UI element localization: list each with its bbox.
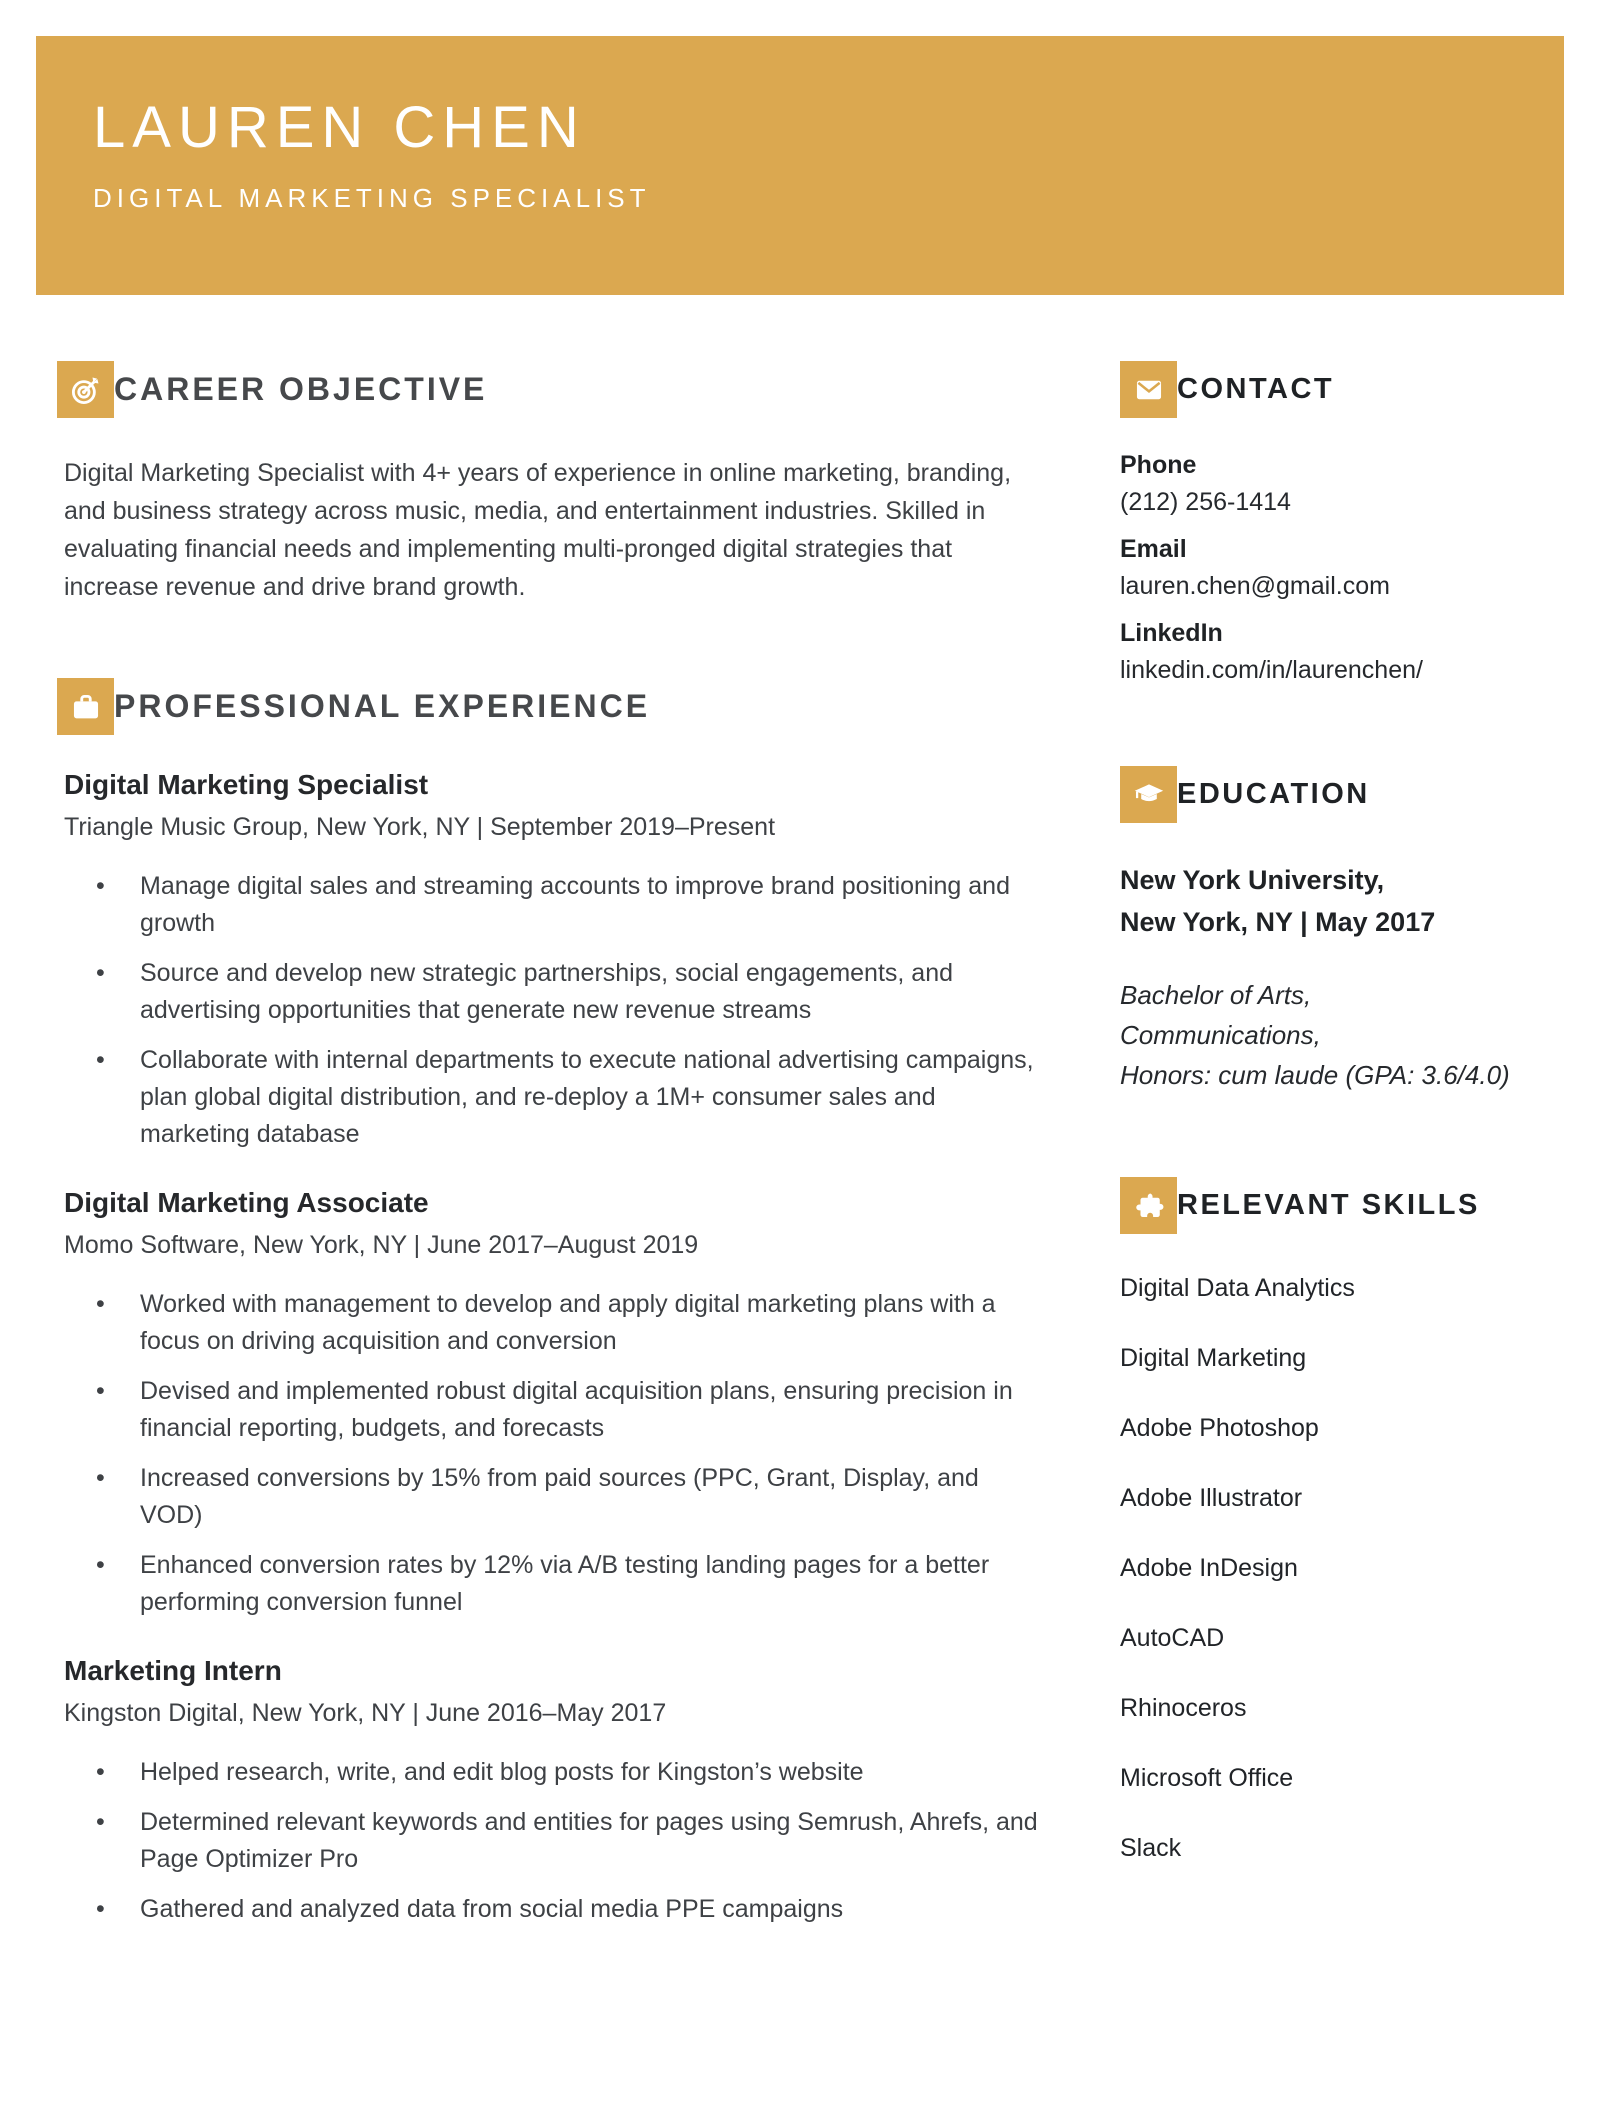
- education-title: EDUCATION: [1177, 778, 1370, 810]
- skill-item: Adobe Photoshop: [1120, 1414, 1319, 1442]
- job-company-dates: Kingston Digital, New York, NY | June 2016–May 2017: [64, 1699, 667, 1727]
- contact-section: [1120, 361, 1552, 686]
- contact-label: LinkedIn: [1120, 619, 1223, 647]
- briefcase-icon: [57, 678, 114, 735]
- main-column: [57, 361, 1042, 1928]
- graduation-cap-icon: [1120, 766, 1177, 823]
- skill-item: Adobe InDesign: [1120, 1554, 1298, 1582]
- career-objective-text: Digital Marketing Specialist with 4+ years of experience in online marketing, branding, and business strategy across music, media, and entertainment industries. Skilled in evaluating financial needs and implementing multi-pronged digital strategies that increase revenue and drive brand growth.: [64, 459, 1012, 601]
- relevant-skills-title: RELEVANT SKILLS: [1177, 1189, 1480, 1221]
- person-name: LAUREN CHEN: [93, 95, 586, 160]
- target-icon: [57, 361, 114, 418]
- skill-item: AutoCAD: [1120, 1624, 1225, 1652]
- job-entry: [64, 769, 1042, 1153]
- job-bullet-list: [64, 868, 1042, 1153]
- school-location-date: New York, NY | May 2017: [1120, 907, 1436, 937]
- header-banner: [36, 36, 1564, 295]
- skill-item: Digital Marketing: [1120, 1344, 1307, 1372]
- bullet-item: • Increased conversions by 15% from paid sources (PPC, Grant, Display, and VOD): [64, 1460, 1042, 1534]
- skills-list: [1120, 1273, 1552, 1864]
- job-list: [57, 769, 1042, 1928]
- education-details: [1120, 975, 1552, 1095]
- professional-experience-section: [57, 678, 1042, 1928]
- education-header: [1120, 766, 1552, 823]
- job-title: Digital Marketing Associate: [64, 1187, 429, 1218]
- bullet-item: • Determined relevant keywords and entities for pages using Semrush, Ahrefs, and Page Optimizer Pro: [64, 1804, 1042, 1878]
- career-objective-section: [57, 361, 1042, 606]
- person-job-title: DIGITAL MARKETING SPECIALIST: [93, 182, 651, 213]
- bullet-item: • Helped research, write, and edit blog posts for Kingston’s website: [64, 1754, 1042, 1791]
- bullet-item: • Source and develop new strategic partnerships, social engagements, and advertising opportunities that generate new revenue streams: [64, 955, 1042, 1029]
- major-line: Communications,: [1120, 1020, 1321, 1050]
- professional-experience-title: PROFESSIONAL EXPERIENCE: [114, 688, 651, 724]
- skill-item: Microsoft Office: [1120, 1764, 1294, 1792]
- bullet-item: • Gathered and analyzed data from social media PPE campaigns: [64, 1891, 1042, 1928]
- contact-phone-value: (212) 256-1414: [1120, 488, 1291, 516]
- job-company-dates: Triangle Music Group, New York, NY | September 2019–Present: [64, 813, 776, 841]
- honors-line: Honors: cum laude (GPA: 3.6/4.0): [1120, 1060, 1510, 1090]
- envelope-icon: [1120, 361, 1177, 418]
- bullet-item: • Enhanced conversion rates by 12% via A/B testing landing pages for a better performing conversion funnel: [64, 1547, 1042, 1621]
- skill-item: Rhinoceros: [1120, 1694, 1247, 1722]
- contact-linkedin-value: linkedin.com/in/laurenchen/: [1120, 656, 1423, 684]
- skill-item: Digital Data Analytics: [1120, 1274, 1355, 1302]
- job-company-dates: Momo Software, New York, NY | June 2017–August 2019: [64, 1231, 699, 1259]
- school-name: New York University,: [1120, 865, 1385, 895]
- job-title: Marketing Intern: [64, 1655, 282, 1686]
- job-bullet-list: [64, 1286, 1042, 1621]
- education-section: [1120, 766, 1552, 1095]
- contact-label: Email: [1120, 535, 1187, 563]
- contact-header: [1120, 361, 1552, 418]
- job-bullet-list: [64, 1754, 1042, 1928]
- contact-email-value: lauren.chen@gmail.com: [1120, 572, 1390, 600]
- resume-body: [0, 295, 1600, 1928]
- bullet-item: • Collaborate with internal departments to execute national advertising campaigns, plan global digital distribution, and re-deploy a 1M+ consumer sales and marketing database: [64, 1042, 1042, 1153]
- career-objective-header: [57, 361, 1042, 418]
- contact-label: Phone: [1120, 451, 1197, 479]
- relevant-skills-header: [1120, 1177, 1552, 1234]
- sidebar-column: [1120, 361, 1552, 1864]
- bullet-item: • Worked with management to develop and apply digital marketing plans with a focus on driving acquisition and conversion: [64, 1286, 1042, 1360]
- school-block: [1120, 859, 1552, 943]
- degree-line: Bachelor of Arts,: [1120, 980, 1312, 1010]
- bullet-item: • Manage digital sales and streaming accounts to improve brand positioning and growth: [64, 868, 1042, 942]
- career-objective-title: CAREER OBJECTIVE: [114, 371, 488, 407]
- professional-experience-header: [57, 678, 1042, 735]
- puzzle-icon: [1120, 1177, 1177, 1234]
- job-entry: [64, 1187, 1042, 1621]
- bullet-item: • Devised and implemented robust digital acquisition plans, ensuring precision in financial reporting, budgets, and forecasts: [64, 1373, 1042, 1447]
- skill-item: Adobe Illustrator: [1120, 1484, 1303, 1512]
- job-title: Digital Marketing Specialist: [64, 769, 429, 800]
- relevant-skills-section: [1120, 1177, 1552, 1864]
- skill-item: Slack: [1120, 1834, 1182, 1862]
- job-entry: [64, 1655, 1042, 1928]
- contact-title: CONTACT: [1177, 373, 1335, 405]
- contact-list: [1120, 450, 1552, 686]
